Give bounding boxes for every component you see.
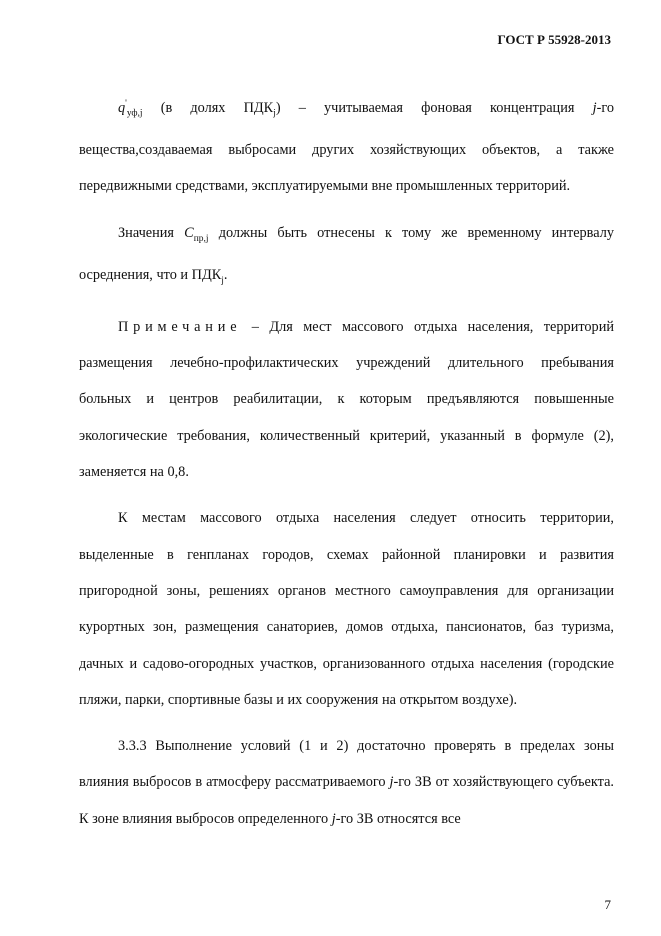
variable-c: C — [184, 224, 194, 241]
variable-j: j — [331, 810, 336, 827]
text-segment: -го ЗВ от хозяйствующего субъекта. К зоне влияния выбросов определенного — [79, 774, 614, 827]
text-segment: – Для мест массового отдыха населения, территорий размещения лечебно-профилактических учреждений длительного пребывания больных и центров реабилитации, к которым предъявляются повышенные экологические требования, количественный критерий, указанный в формуле (2), заменяется на 0,8. — [79, 318, 614, 481]
text-segment: -го ЗВ относятся все — [335, 810, 461, 827]
paragraph-recreation-areas: К местам массового отдыха населения следует относить территории, выделенные в генпланах городов, схемах районной планировки и развития пригородной зоны, решениях органов местного самоуправления для организации курортных зон, размещения санаториев, домов отдыха, пансионатов, баз туризма, дачных и садово-огородных участков, организованного отдыха населения (городские пляжи, парки, спортивные базы и их сооружения на открытом воздухе). — [79, 510, 614, 708]
paragraph-3-3-3 — [79, 728, 614, 837]
document-body — [79, 86, 614, 837]
variable-q-subscript: уф,j — [126, 108, 143, 119]
variable-c-subscript: пр,j — [193, 233, 209, 244]
text-segment: 3.3.3 Выполнение условий (1 и 2) достаточно проверять в пределах зоны влияния выбросов в атмосферу рассматриваемого — [79, 738, 614, 791]
text-segment: -го вещества,создаваемая выбросами других хозяйствующих объектов, а также передвижными средствами, эксплуатируемыми вне промышленных территорий. — [79, 99, 614, 195]
paragraph-values-c — [79, 215, 614, 299]
text-segment: . — [223, 266, 228, 283]
text-segment: должны быть отнесены к тому же временному интервалу осреднения, что и ПДК — [79, 224, 615, 283]
note-label: Примечание — [118, 318, 242, 335]
pdk-subscript: j — [273, 108, 276, 119]
page-number: 7 — [604, 897, 611, 912]
variable-j: j — [592, 99, 597, 116]
paragraph-note — [79, 309, 614, 490]
text-segment: ) – учитываемая фоновая концентрация — [275, 99, 593, 116]
variable-q-prime: ' — [125, 99, 127, 109]
document-header: ГОСТ Р 55928-2013 — [497, 32, 611, 47]
text-segment: (в долях ПДК — [142, 99, 274, 116]
text-segment: Значения — [118, 224, 185, 241]
variable-j: j — [389, 774, 394, 791]
variable-q: q — [118, 99, 126, 116]
pdk-subscript: j — [221, 275, 224, 286]
paragraph-background-concentration — [79, 86, 614, 205]
